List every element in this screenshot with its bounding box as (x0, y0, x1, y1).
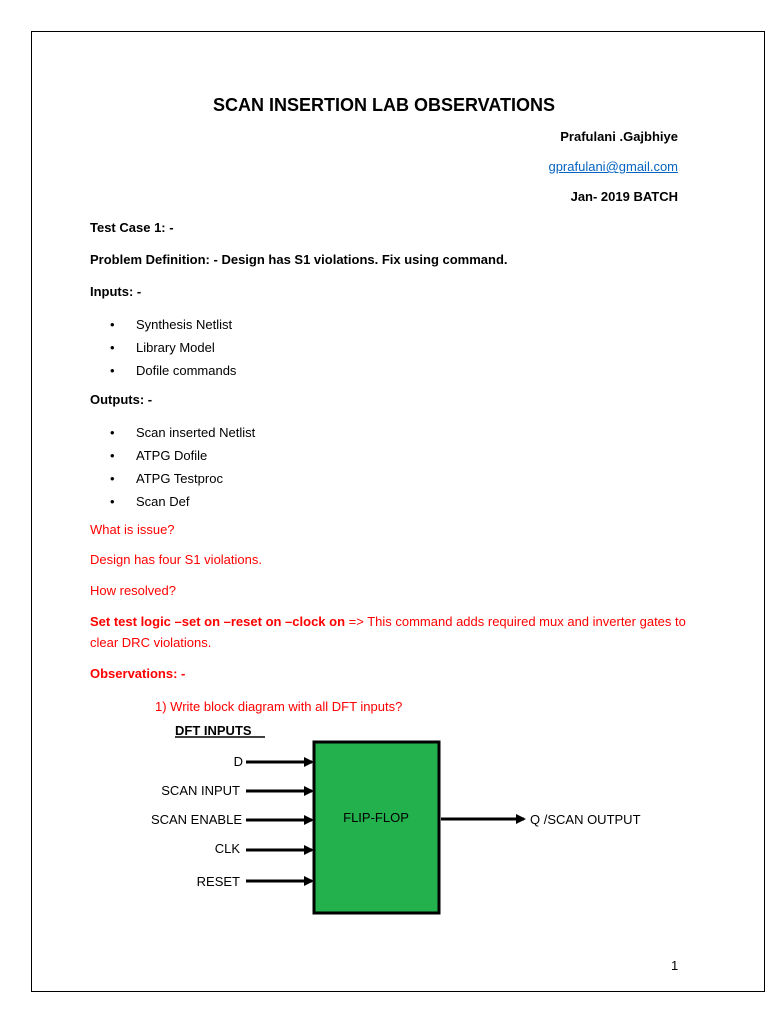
test-case-heading: Test Case 1: - (90, 220, 174, 235)
author-email-link[interactable]: gprafulani@gmail.com (548, 159, 678, 174)
list-item: • Scan Def (110, 494, 190, 509)
list-item: • Scan inserted Netlist (110, 425, 256, 440)
bullet-icon: • (110, 363, 115, 378)
output-label: Q /SCAN OUTPUT (530, 812, 641, 827)
observations-heading: Observations: - (90, 666, 186, 681)
input-label-d: D (233, 754, 243, 769)
outputs-heading: Outputs: - (90, 392, 153, 407)
input-label-scan-input: SCAN INPUT (161, 783, 240, 798)
bullet-icon: • (110, 471, 115, 486)
problem-label: Problem Definition: - (90, 252, 218, 267)
list-item: • Synthesis Netlist (110, 317, 233, 332)
document-title: SCAN INSERTION LAB OBSERVATIONS (212, 95, 556, 115)
issue-question: What is issue? (90, 522, 175, 537)
bullet-icon: • (110, 317, 115, 332)
bullet-icon: • (110, 340, 115, 355)
inputs-heading: Inputs: - (90, 284, 142, 299)
flip-flop-label: FLIP-FLOP (343, 810, 409, 825)
input-label-scan-enable: SCAN ENABLE (150, 812, 242, 827)
resolve-question: How resolved? (90, 583, 176, 598)
diagram-heading: DFT INPUTS (175, 723, 252, 738)
resolution-command: Set test logic –set on –reset on –clock on (90, 614, 346, 629)
batch-label: Jan- 2019 BATCH (570, 189, 678, 204)
problem-text: Design has S1 violations. Fix using command. (217, 252, 508, 267)
issue-answer: Design has four S1 violations. (90, 552, 262, 567)
bullet-icon: • (110, 448, 115, 463)
list-item: • ATPG Dofile (110, 448, 208, 463)
input-label-clk: CLK (214, 841, 240, 856)
page-number: 1 (671, 958, 679, 973)
list-item: • ATPG Testproc (110, 471, 223, 486)
list-item: • Dofile commands (110, 363, 237, 378)
flip-flop-block (314, 742, 439, 913)
input-label-reset: RESET (196, 874, 240, 889)
author-name: Prafulani .Gajbhiye (560, 129, 678, 144)
question-1: 1) Write block diagram with all DFT inputs? (155, 699, 403, 714)
resolution-text: => This command adds required mux and inverter gates to clear DRC violations. (90, 614, 686, 650)
bullet-icon: • (110, 494, 115, 509)
bullet-icon: • (110, 425, 115, 440)
list-item: • Library Model (110, 340, 215, 355)
